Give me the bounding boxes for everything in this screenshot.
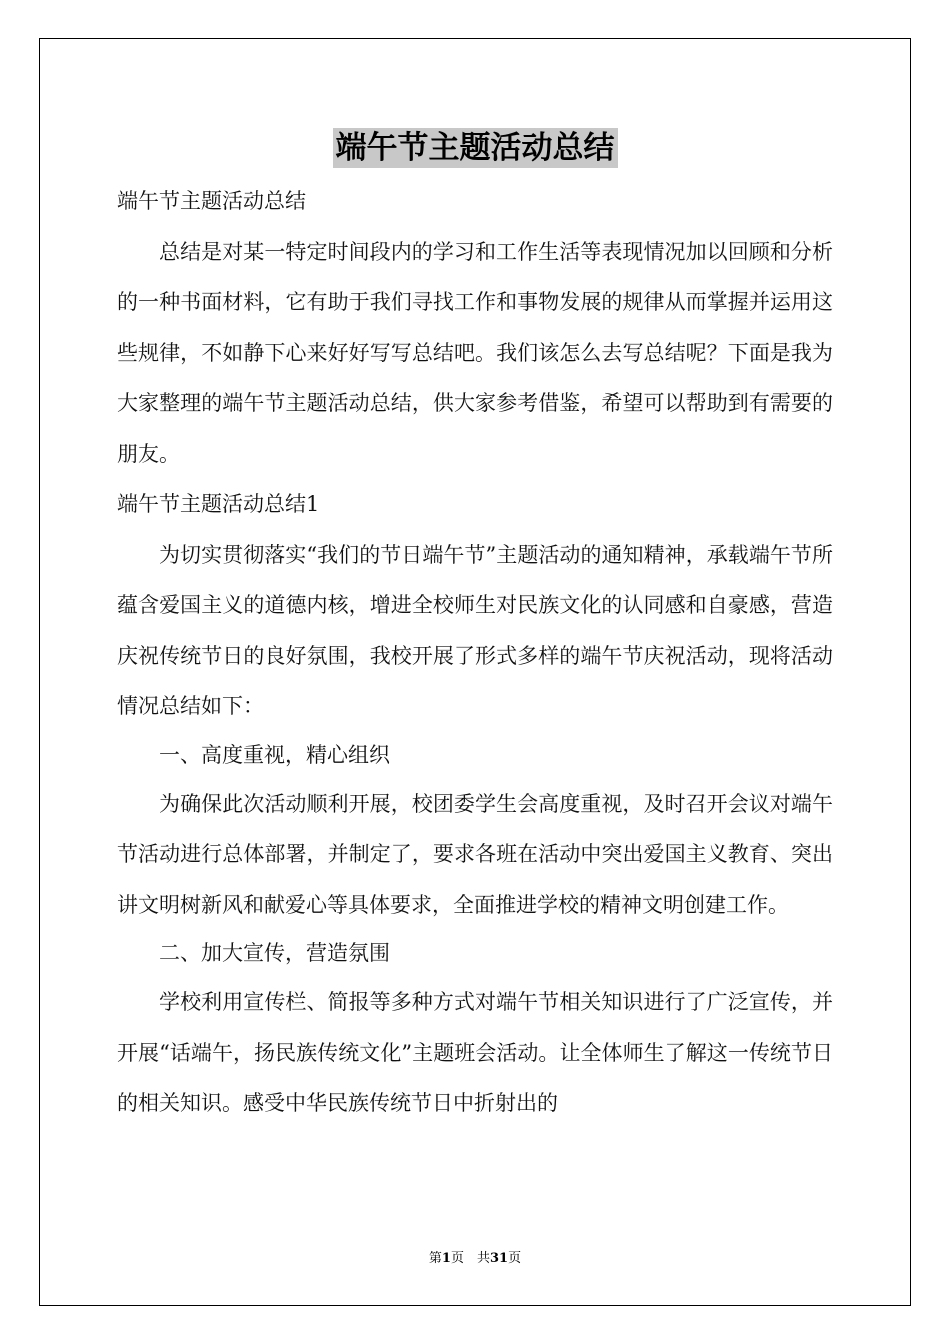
point2-heading: 二、加大宣传，营造氛围: [159, 941, 390, 965]
title-container: [0, 128, 950, 168]
footer-suffix: 页: [508, 1251, 522, 1266]
footer-prefix: 第: [428, 1251, 442, 1266]
intro-paragraph: 总结是对某一特定时间段内的学习和工作生活等表现情况加以回顾和分析的一种书面材料，它有助于我们寻找工作和事物发展的规律从而掌握并运用这些规律，不如静下心来好好写写总结吧。我们该怎么去写总结呢？下面是我为大家整理的端午节主题活动总结，供大家参考借鉴，希望可以帮助到有需要的朋友。: [117, 239, 833, 466]
document-body: [117, 176, 833, 1129]
footer-current-page: 1: [441, 1251, 451, 1266]
section-heading: 端午节主题活动总结1: [117, 492, 320, 516]
point1-heading: 一、高度重视，精心组织: [159, 742, 390, 767]
point1-paragraph: 为确保此次活动顺利开展，校团委学生会高度重视，及时召开会议对端午节活动进行总体部署，并制定了，要求各班在活动中突出爱国主义教育、突出讲文明树新风和献爱心等具体要求，全面推进学校的精神文明创建工作。: [117, 791, 833, 917]
footer-middle: 页 共: [450, 1251, 490, 1266]
section-intro-paragraph: 为切实贯彻落实“我们的节日端午节”主题活动的通知精神，承载端午节所蕴含爱国主义的道德内核，增进全校师生对民族文化的认同感和自豪感，营造庆祝传统节日的良好氛围，我校开展了形式多样的端午节庆祝活动，现将活动情况总结如下：: [117, 542, 833, 718]
point2-paragraph: 学校利用宣传栏、简报等多种方式对端午节相关知识进行了广泛宣传，并开展“话端午，扬民族传统文化”主题班会活动。让全体师生了解这一传统节日的相关知识。感受中华民族传统节日中折射出的: [117, 990, 833, 1115]
page-footer: [0, 1247, 950, 1266]
footer-total-pages: 31: [489, 1251, 509, 1266]
document-subtitle: 端午节主题活动总结: [117, 189, 306, 213]
document-title: 端午节主题活动总结: [333, 128, 618, 168]
